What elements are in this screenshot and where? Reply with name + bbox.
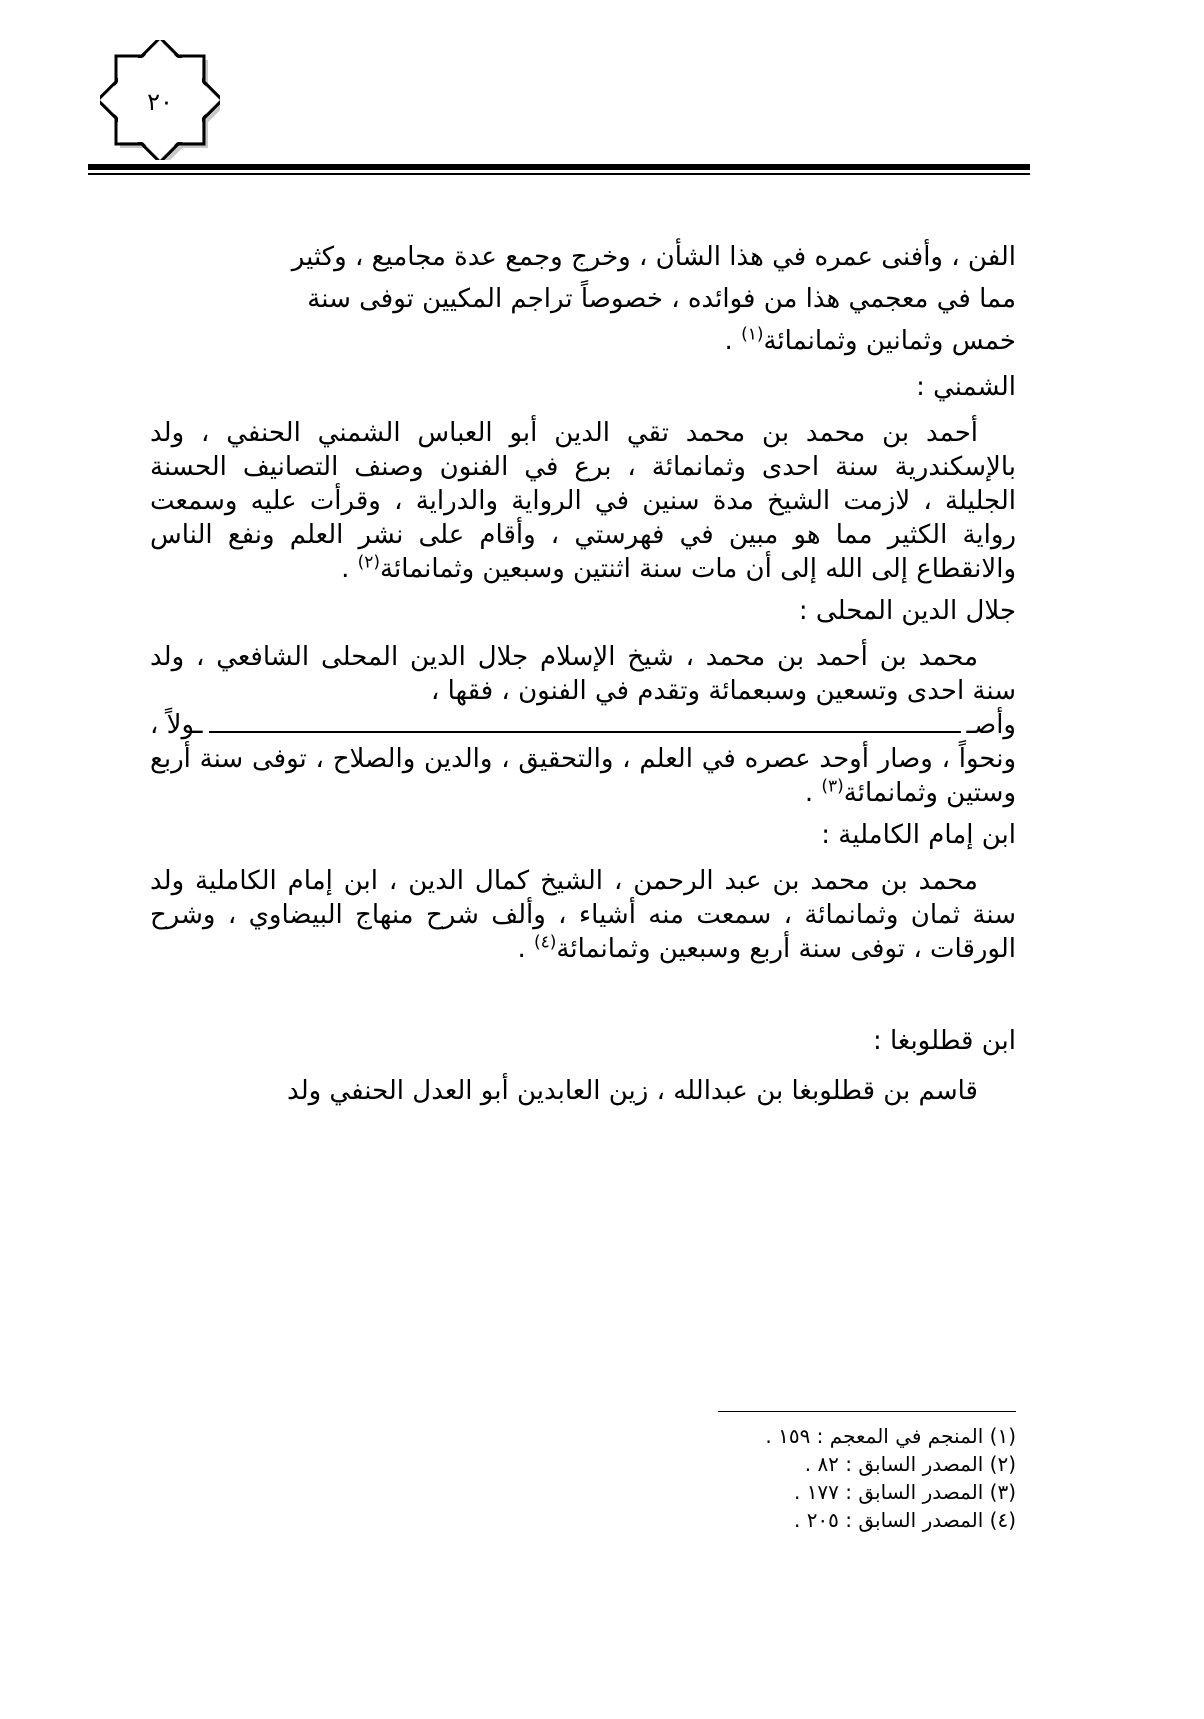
- entry-jalal-mahalli: [150, 590, 1016, 810]
- page-body: [150, 236, 1016, 1112]
- paragraph-text: ونحواً ، وصار أوحد عصره في العلم ، والتحقيق ، والدين والصلاح ، توفى سنة أربع وستين وثمانمائة: [150, 744, 1016, 808]
- entry-ibn-qutlubugha: [150, 1020, 1016, 1112]
- footnote-ref-3[interactable]: (٣): [821, 776, 844, 797]
- footnotes: [600, 1422, 1016, 1534]
- footnote-4: (٤) المصدر السابق : ٢٠٥ .: [793, 1508, 1016, 1532]
- footnote-ref-4[interactable]: (٤): [533, 932, 557, 953]
- entry-heading: جلال الدين المحلى :: [798, 596, 1016, 626]
- entry-paragraph: [150, 416, 1016, 586]
- continued-entry: [150, 236, 1016, 362]
- entry-heading: الشمني :: [916, 372, 1016, 402]
- entry-heading: ابن إمام الكاملية :: [821, 820, 1016, 850]
- footnote-separator: [718, 1411, 1016, 1412]
- footnote-2: (٢) المصدر السابق : ٨٢ .: [804, 1452, 1016, 1476]
- page-number: ٢٠: [147, 88, 173, 116]
- header-rule-thick: [88, 164, 1030, 170]
- entry-paragraph: محمد بن أحمد بن محمد ، شيخ الإسلام جلال الدين المحلى الشافعي ، ولد سنة احدى وتسعين وسبعمائة وتقدم في الفنون ، فقها ،: [150, 642, 1016, 706]
- stretch-end: ـولاً ،: [150, 710, 203, 740]
- paragraph-end: .: [804, 778, 822, 808]
- entry-paragraph: [150, 742, 1016, 810]
- paragraph-text: خمس وثمانين وثمانمائة: [763, 326, 1016, 356]
- entry-shumunni: [150, 366, 1016, 586]
- paragraph-line: الفن ، وأفنى عمره في هذا الشأن ، وخرج وجمع عدة مجاميع ، وكثير: [291, 242, 1016, 272]
- paragraph-text: أحمد بن محمد بن محمد تقي الدين أبو العباس الشمني الحنفي ، ولد بالإسكندرية سنة احدى وثمانمائة ، برع في الفنون وصنف التصانيف الحسنة الجليلة ، لازمت الشيخ مدة سنين في الرواية والدراية ، وقرأت عليه وسمعت رواية الكثير مما هو مبين في فهرستي ، وأقام على نشر العلم ونفع الناس والانقطاع إلى الله إلى أن مات سنة اثنتين وسبعين وثمانمائة: [150, 418, 1016, 584]
- footnote-ref-2[interactable]: (٢): [357, 552, 381, 573]
- paragraph-line: مما في معجمي هذا من فوائده ، خصوصاً تراجم المكيين توفى سنة: [307, 284, 1016, 314]
- section-gap: [150, 966, 1016, 1016]
- footnote-1: (١) المنجم في المعجم : ١٥٩ .: [765, 1424, 1016, 1448]
- footnote-ref-1[interactable]: (١): [741, 324, 764, 345]
- stretch-start: وأصـ: [966, 710, 1016, 740]
- page-number-badge: [100, 40, 220, 160]
- entry-paragraph: قاسم بن قطلوبغا بن عبدالله ، زين العابدين أبو العدل الحنفي ولد: [287, 1076, 978, 1106]
- paragraph-text: محمد بن محمد بن عبد الرحمن ، الشيخ كمال الدين ، ابن إمام الكاملية ولد سنة ثمان وثمانمائة ، سمعت منه أشياء ، وألف شرح منهاج البيضاوي ، وشرح الورقات ، توفى سنة أربع وسبعين وثمانمائة: [150, 866, 1016, 964]
- kashida-stretch: [209, 731, 961, 733]
- stretched-word-line: [150, 708, 1016, 742]
- entry-heading: ابن قطلوبغا :: [872, 1026, 1016, 1056]
- paragraph-end: .: [724, 326, 742, 356]
- paragraph-end: .: [517, 934, 534, 964]
- paragraph-line: [150, 320, 1016, 362]
- entry-ibn-imam-kamiliyya: [150, 814, 1016, 966]
- paragraph-end: .: [341, 554, 358, 584]
- entry-paragraph: [150, 864, 1016, 966]
- header-rule-thin: [88, 173, 1030, 175]
- footnote-3: (٣) المصدر السابق : ١٧٧ .: [793, 1480, 1016, 1504]
